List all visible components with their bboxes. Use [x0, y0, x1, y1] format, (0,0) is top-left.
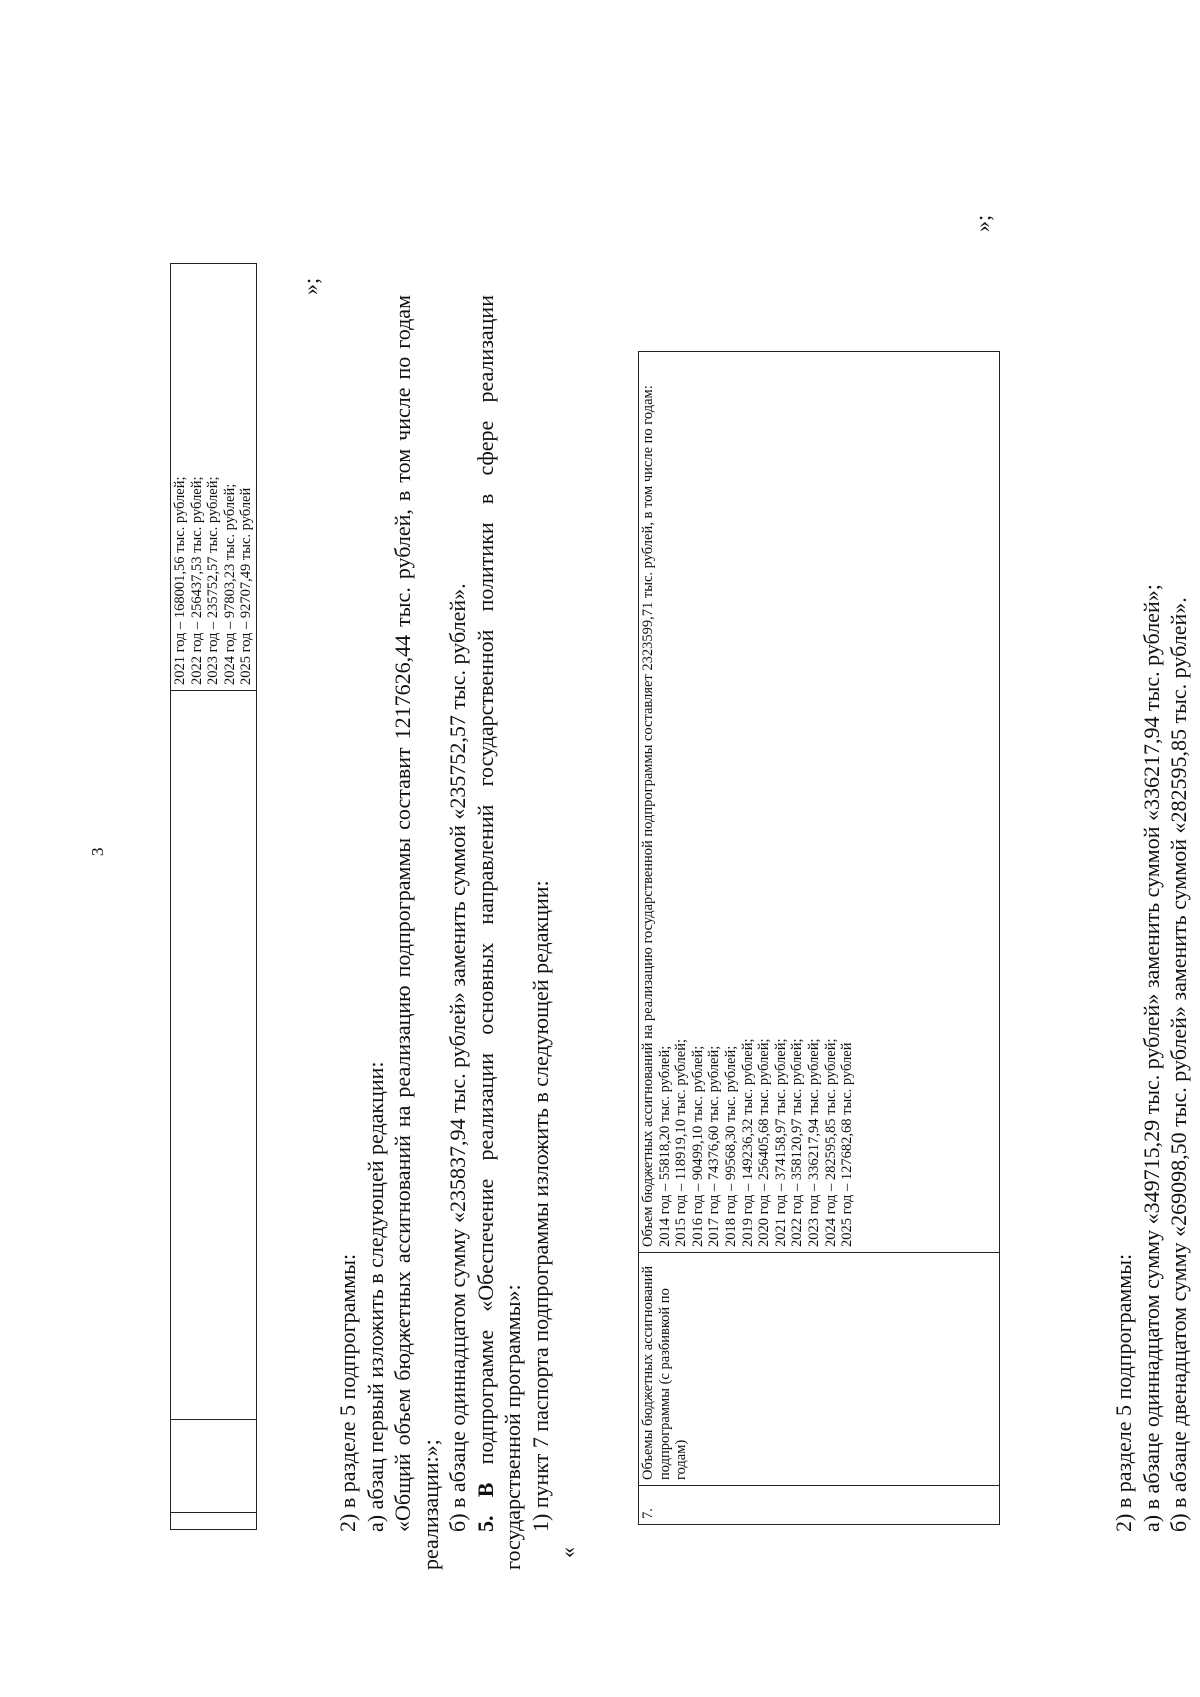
- paragraph: 2) в разделе 5 подпрограммы:: [335, 1253, 360, 1532]
- list-item: 2015 год – 118919,10 тыс. рублей;: [673, 1039, 690, 1247]
- opening-quote: «: [555, 1547, 580, 1558]
- section-b-text: [1110, 270, 1193, 1570]
- list-item: 2019 год – 149236,32 тыс. рублей;: [739, 1038, 756, 1247]
- rotated-page-content: [170, 110, 1200, 1570]
- table-cell: [171, 691, 257, 1420]
- list-item: 2017 год – 74376,60 тыс. рублей;: [706, 1045, 723, 1247]
- page-number: 3: [88, 847, 107, 856]
- paragraph: [472, 295, 527, 1570]
- paragraph: а) абзац первый изложить в следующей редакции:: [362, 1061, 388, 1532]
- list-item: 2022 год – 256437,53 тыс. рублей;: [188, 476, 205, 685]
- list-item: 2021 год – 168001,56 тыс. рублей;: [172, 476, 188, 685]
- list-item: 2022 год – 358120,97 тыс. рублей;: [789, 1038, 806, 1247]
- list-item: 2024 год – 97803,23 тыс. рублей;: [221, 483, 238, 685]
- closing-quote: »;: [970, 214, 995, 232]
- row-number-cell: 7.: [639, 1486, 1000, 1525]
- paragraph-text: подпрограмме «Обеспечение реализации основных направлений государственной политики в сфере реализации государственной программы»:: [472, 295, 525, 1570]
- list-item: 2021 год – 374158,97 тыс. рублей;: [772, 1038, 789, 1247]
- amount-intro: Объем бюджетных ассигнований на реализацию государственной подпрограммы составляет 2323599,71 тыс. рублей, в том числе по годам:: [640, 385, 656, 1247]
- list-item: 2025 год – 92707,49 тыс. рублей: [238, 487, 255, 685]
- list-item: 2020 год – 256405,68 тыс. рублей;: [756, 1038, 773, 1247]
- table-row: [171, 264, 257, 1530]
- amount-cell: [639, 352, 1000, 1253]
- table-row: [639, 352, 1000, 1525]
- list-item: 2018 год – 99568,30 тыс. рублей;: [722, 1045, 739, 1247]
- list-item: 2023 год – 336217,94 тыс. рублей;: [805, 1038, 822, 1247]
- paragraph: б) в абзаце двенадцатом сумму «269098,50 тыс. рублей» заменить суммой «282595,85 тыс. рублей».: [1166, 597, 1191, 1532]
- passport-item-7-table: [638, 351, 1000, 1525]
- list-item: 2023 год – 235752,57 тыс. рублей;: [205, 476, 222, 685]
- paragraph: а) в абзаце одиннадцатом сумму «349715,29 тыс. рублей» заменить суммой «336217,94 тыс. рублей»;: [1138, 584, 1164, 1532]
- table-cell: [171, 1513, 257, 1530]
- list-item: 2016 год – 90499,10 тыс. рублей;: [689, 1045, 706, 1247]
- closing-quote: »;: [298, 277, 323, 295]
- list-item: 2025 год – 127682,68 тыс. рублей: [839, 1042, 856, 1247]
- paragraph: «Общий объем бюджетных ассигнований на реализацию подпрограммы составит 1217626,44 тыс. рублей, в том числе по годам реализации:»;: [390, 295, 443, 1570]
- budget-table-continuation: [170, 263, 257, 1530]
- section-number: 5. В: [472, 1482, 498, 1532]
- list-item: 2014 год – 55818,20 тыс. рублей;: [656, 1045, 673, 1247]
- table-cell: [171, 1420, 257, 1513]
- landscape-frame: [170, 110, 1200, 1570]
- label-cell: Объемы бюджетных ассигнований подпрограммы (с разбивкой по годам): [639, 1253, 1000, 1486]
- paragraph: 2) в разделе 5 подпрограммы:: [1111, 1253, 1136, 1532]
- paragraph: 1) пункт 7 паспорта подпрограммы изложить в следующей редакции:: [527, 880, 553, 1532]
- paragraph: б) в абзаце одиннадцатом сумму «235837,94 тыс. рублей» заменить суммой «235752,57 тыс. рублей».: [445, 583, 470, 1532]
- list-item: 2024 год – 282595,85 тыс. рублей;: [822, 1038, 839, 1247]
- section-a-text: [334, 295, 582, 1570]
- budget-years-cell: [171, 264, 257, 691]
